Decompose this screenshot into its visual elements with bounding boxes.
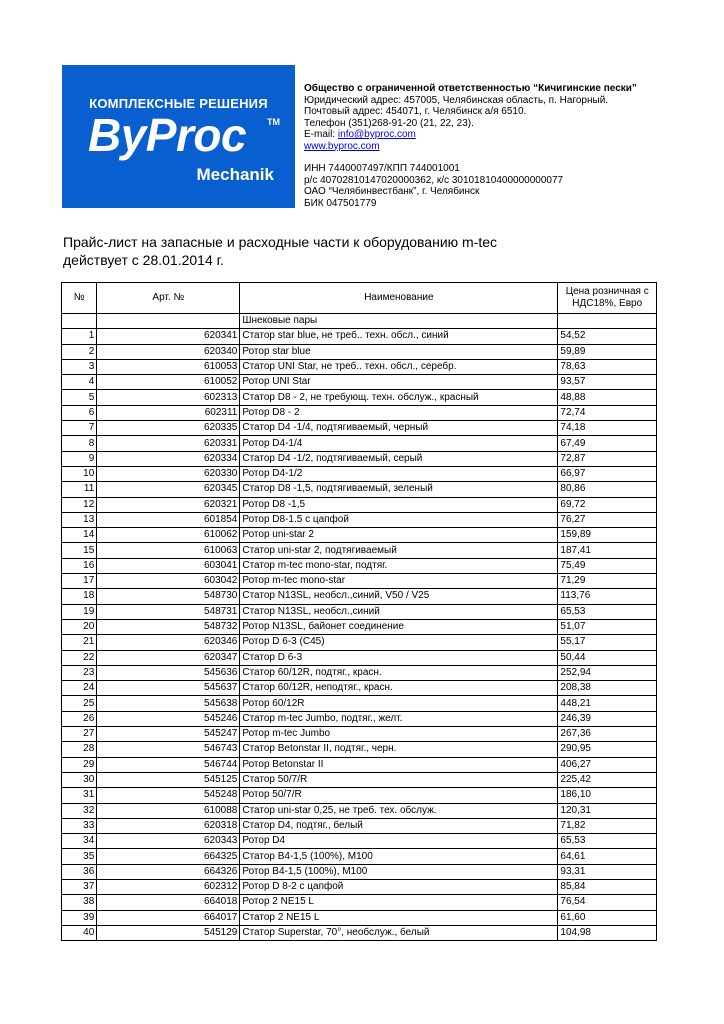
heading-line-1: Прайс-лист на запасные и расходные части к оборудованию m-tec	[63, 234, 498, 250]
table-row	[62, 834, 657, 849]
row-name: Ротор uni-star 2	[240, 528, 558, 543]
row-number: 35	[62, 849, 97, 864]
row-number: 19	[62, 604, 97, 619]
row-article: 610062	[97, 528, 240, 543]
row-price: 59,89	[558, 344, 657, 359]
email-label: E-mail:	[304, 129, 338, 140]
row-number: 11	[62, 482, 97, 497]
row-name: Ротор m-tec Jumbo	[240, 727, 558, 742]
row-number: 29	[62, 757, 97, 772]
table-row	[62, 818, 657, 833]
table-row	[62, 375, 657, 390]
row-name: Статор D8 - 2, не требующ. техн. обслуж., красный	[240, 390, 558, 405]
row-number: 26	[62, 711, 97, 726]
row-price: 72,87	[558, 451, 657, 466]
row-article: 620347	[97, 650, 240, 665]
row-name: Ротор D8 -1,5	[240, 497, 558, 512]
row-article: 620318	[97, 818, 240, 833]
row-name: Статор D 6-3	[240, 650, 558, 665]
row-price: 76,54	[558, 895, 657, 910]
row-name: Статор B4-1,5 (100%), M100	[240, 849, 558, 864]
row-number: 7	[62, 421, 97, 436]
row-name: Статор star blue, не треб.. техн. обсл., синий	[240, 329, 558, 344]
row-price: 246,39	[558, 711, 657, 726]
header-name: Наименование	[240, 283, 558, 314]
table-row	[62, 466, 657, 481]
row-name: Статор 60/12R, подтяг., красн.	[240, 665, 558, 680]
row-price: 290,95	[558, 742, 657, 757]
table-row	[62, 329, 657, 344]
row-article: 545247	[97, 727, 240, 742]
row-article: 610052	[97, 375, 240, 390]
row-name: Ротор D8 - 2	[240, 405, 558, 420]
row-number: 22	[62, 650, 97, 665]
row-price: 69,72	[558, 497, 657, 512]
row-number: 1	[62, 329, 97, 344]
row-price: 71,82	[558, 818, 657, 833]
row-name: Ротор D 8-2 с цапфой	[240, 879, 558, 894]
row-article: 548732	[97, 619, 240, 634]
row-name: Статор Superstar, 70°, необслуж., белый	[240, 925, 558, 940]
row-price: 74,18	[558, 421, 657, 436]
row-price: 50,44	[558, 650, 657, 665]
row-price: 448,21	[558, 696, 657, 711]
row-price: 252,94	[558, 665, 657, 680]
row-article: 545636	[97, 665, 240, 680]
row-name: Ротор m-tec mono-star	[240, 574, 558, 589]
row-name: Статор 50/7/R	[240, 772, 558, 787]
row-number: 8	[62, 436, 97, 451]
company-info	[304, 83, 637, 209]
website-link[interactable]: www.byproc.com	[304, 140, 380, 152]
row-number: 37	[62, 879, 97, 894]
row-price: 225,42	[558, 772, 657, 787]
table-row	[62, 421, 657, 436]
row-article: 546744	[97, 757, 240, 772]
row-price: 113,76	[558, 589, 657, 604]
row-number: 40	[62, 925, 97, 940]
table-row	[62, 543, 657, 558]
table-row	[62, 359, 657, 374]
legal-address: Юридический адрес: 457005, Челябинская область, п. Нагорный.	[304, 94, 609, 106]
row-price: 71,29	[558, 574, 657, 589]
table-row	[62, 849, 657, 864]
row-article: 664018	[97, 895, 240, 910]
table-row	[62, 589, 657, 604]
bank-name: ОАО “Челябинвестбанк”, г. Челябинск	[304, 186, 480, 197]
row-number: 5	[62, 390, 97, 405]
row-name: Ротор D 6-3 (C45)	[240, 635, 558, 650]
row-name: Ротор 50/7/R	[240, 788, 558, 803]
row-number: 21	[62, 635, 97, 650]
row-number: 28	[62, 742, 97, 757]
table-row	[62, 727, 657, 742]
row-number: 2	[62, 344, 97, 359]
row-name: Статор D4 -1/2, подтягиваемый, серый	[240, 451, 558, 466]
row-price: 72,74	[558, 405, 657, 420]
row-number: 31	[62, 788, 97, 803]
row-number: 9	[62, 451, 97, 466]
row-number: 10	[62, 466, 97, 481]
header-num: №	[62, 283, 97, 314]
row-price: 76,27	[558, 512, 657, 527]
row-number: 17	[62, 574, 97, 589]
row-article: 610053	[97, 359, 240, 374]
row-name: Ротор D4	[240, 834, 558, 849]
row-name: Статор uni-star 0,25, не треб. тех. обслуж.	[240, 803, 558, 818]
row-article: 545638	[97, 696, 240, 711]
row-article: 620330	[97, 466, 240, 481]
row-number: 20	[62, 619, 97, 634]
row-price: 48,88	[558, 390, 657, 405]
row-name: Ротор D4-1/2	[240, 466, 558, 481]
table-row	[62, 604, 657, 619]
table-row	[62, 436, 657, 451]
row-number: 32	[62, 803, 97, 818]
row-price: 187,41	[558, 543, 657, 558]
row-name: Ротор star blue	[240, 344, 558, 359]
table-row	[62, 803, 657, 818]
postal-address: Почтовый адрес: 454071, г. Челябинск а/я 6510.	[304, 106, 527, 117]
row-price: 67,49	[558, 436, 657, 451]
table-row	[62, 619, 657, 634]
row-price: 93,57	[558, 375, 657, 390]
row-article: 546743	[97, 742, 240, 757]
table-row	[62, 879, 657, 894]
row-name: Ротор N13SL, байонет соединение	[240, 619, 558, 634]
row-number: 13	[62, 512, 97, 527]
row-article: 603042	[97, 574, 240, 589]
row-article: 620346	[97, 635, 240, 650]
table-row	[62, 788, 657, 803]
email-line	[304, 129, 637, 141]
row-name: Статор D4 -1/4, подтягиваемый, черный	[240, 421, 558, 436]
row-price: 208,38	[558, 681, 657, 696]
row-name: Статор 60/12R, неподтяг., красн.	[240, 681, 558, 696]
row-article: 601854	[97, 512, 240, 527]
row-article: 664325	[97, 849, 240, 864]
row-number: 6	[62, 405, 97, 420]
row-article: 545637	[97, 681, 240, 696]
row-article: 602311	[97, 405, 240, 420]
row-article: 610063	[97, 543, 240, 558]
table-row	[62, 864, 657, 879]
row-price: 406,27	[558, 757, 657, 772]
row-article: 620331	[97, 436, 240, 451]
table-row	[62, 390, 657, 405]
row-price: 55,17	[558, 635, 657, 650]
row-price: 64,61	[558, 849, 657, 864]
row-name: Статор D8 -1,5, подтягиваемый, зеленый	[240, 482, 558, 497]
row-number: 24	[62, 681, 97, 696]
row-price: 159,89	[558, 528, 657, 543]
row-name: Статор N13SL, необсл.,синий	[240, 604, 558, 619]
row-price: 51,07	[558, 619, 657, 634]
table-row	[62, 558, 657, 573]
header-article: Арт. №	[97, 283, 240, 314]
row-price: 75,49	[558, 558, 657, 573]
table-row	[62, 910, 657, 925]
row-name: Ротор 60/12R	[240, 696, 558, 711]
bank-account: р/с 40702810147020000362, к/с 30101810400000000077	[304, 174, 564, 186]
row-number: 27	[62, 727, 97, 742]
row-number: 18	[62, 589, 97, 604]
row-name: Статор Betonstar II, подтяг., черн.	[240, 742, 558, 757]
email-link[interactable]: info@byproc.com	[337, 129, 416, 140]
row-price: 267,36	[558, 727, 657, 742]
row-price: 120,31	[558, 803, 657, 818]
row-name: Ротор D4-1/4	[240, 436, 558, 451]
table-row	[62, 650, 657, 665]
row-number: 33	[62, 818, 97, 833]
logo-brand: ByProc	[88, 109, 247, 161]
row-article: 548731	[97, 604, 240, 619]
row-article: 545125	[97, 772, 240, 787]
bik: БИК 047501779	[304, 197, 377, 209]
table-row	[62, 451, 657, 466]
row-number: 36	[62, 864, 97, 879]
row-price: 65,53	[558, 834, 657, 849]
row-name: Статор m-tec Jumbo, подтяг., желт.	[240, 711, 558, 726]
row-number: 30	[62, 772, 97, 787]
table-row	[62, 772, 657, 787]
table-row	[62, 497, 657, 512]
row-price: 66,97	[558, 466, 657, 481]
row-name: Статор N13SL, необсл.,синий, V50 / V25	[240, 589, 558, 604]
row-number: 39	[62, 910, 97, 925]
row-article: 620341	[97, 329, 240, 344]
row-price: 54,52	[558, 329, 657, 344]
table-row	[62, 895, 657, 910]
row-number: 12	[62, 497, 97, 512]
row-price: 80,86	[558, 482, 657, 497]
section-title: Шнековые пары	[240, 314, 558, 329]
row-article: 620321	[97, 497, 240, 512]
row-article: 548730	[97, 589, 240, 604]
row-number: 16	[62, 558, 97, 573]
table-row	[62, 635, 657, 650]
row-price: 104,98	[558, 925, 657, 940]
row-name: Статор D4, подтяг., белый	[240, 818, 558, 833]
logo-trademark: TM	[267, 117, 280, 127]
section-row	[62, 314, 657, 329]
table-row	[62, 405, 657, 420]
logo-subtitle: Mechanik	[196, 165, 274, 184]
document-heading	[63, 233, 497, 269]
row-name: Статор m-tec mono-star, подтяг.	[240, 558, 558, 573]
row-number: 34	[62, 834, 97, 849]
row-name: Ротор Betonstar II	[240, 757, 558, 772]
row-article: 620343	[97, 834, 240, 849]
row-article: 664017	[97, 910, 240, 925]
byproc-logo	[62, 65, 295, 208]
table-row	[62, 696, 657, 711]
row-price: 78,63	[558, 359, 657, 374]
table-row	[62, 757, 657, 772]
heading-line-2: действует с 28.01.2014 г.	[63, 252, 224, 268]
row-number: 25	[62, 696, 97, 711]
row-article: 602312	[97, 879, 240, 894]
row-name: Статор UNI Star, не треб.. техн. обсл., серебр.	[240, 359, 558, 374]
row-number: 14	[62, 528, 97, 543]
row-number: 38	[62, 895, 97, 910]
table-row	[62, 711, 657, 726]
table-row	[62, 482, 657, 497]
table-row	[62, 344, 657, 359]
inn: ИНН 7440007497/КПП 744001001	[304, 163, 460, 174]
row-price: 93,31	[558, 864, 657, 879]
table-row	[62, 681, 657, 696]
table-row	[62, 528, 657, 543]
row-article: 664326	[97, 864, 240, 879]
table-row	[62, 512, 657, 527]
price-table	[61, 282, 657, 941]
row-article: 603041	[97, 558, 240, 573]
company-name: Общество с ограниченной ответственностью “Кичигинские пески”	[304, 83, 637, 94]
row-number: 3	[62, 359, 97, 374]
table-header-row	[62, 283, 657, 314]
row-article: 545248	[97, 788, 240, 803]
row-name: Статор 2 NE15 L	[240, 910, 558, 925]
row-article: 602313	[97, 390, 240, 405]
row-price: 65,53	[558, 604, 657, 619]
row-price: 186,10	[558, 788, 657, 803]
header-price: Цена розничная с НДС18%, Евро	[558, 283, 657, 314]
row-price: 61,60	[558, 910, 657, 925]
table-row	[62, 574, 657, 589]
row-number: 23	[62, 665, 97, 680]
row-article: 620334	[97, 451, 240, 466]
logo-tagline: КОМПЛЕКСНЫЕ РЕШЕНИЯ	[89, 96, 268, 111]
row-name: Ротор D8-1.5 с цапфой	[240, 512, 558, 527]
row-article: 620335	[97, 421, 240, 436]
table-row	[62, 665, 657, 680]
row-article: 620345	[97, 482, 240, 497]
row-number: 4	[62, 375, 97, 390]
table-row	[62, 925, 657, 940]
row-name: Ротор 2 NE15 L	[240, 895, 558, 910]
row-price: 85,84	[558, 879, 657, 894]
row-article: 620340	[97, 344, 240, 359]
table-row	[62, 742, 657, 757]
row-number: 15	[62, 543, 97, 558]
row-name: Ротор B4-1,5 (100%), M100	[240, 864, 558, 879]
row-article: 545129	[97, 925, 240, 940]
row-name: Ротор UNI Star	[240, 375, 558, 390]
row-name: Статор uni-star 2, подтягиваемый	[240, 543, 558, 558]
row-article: 545246	[97, 711, 240, 726]
phone: Телефон (351)268-91-20 (21, 22, 23).	[304, 117, 474, 129]
row-article: 610088	[97, 803, 240, 818]
